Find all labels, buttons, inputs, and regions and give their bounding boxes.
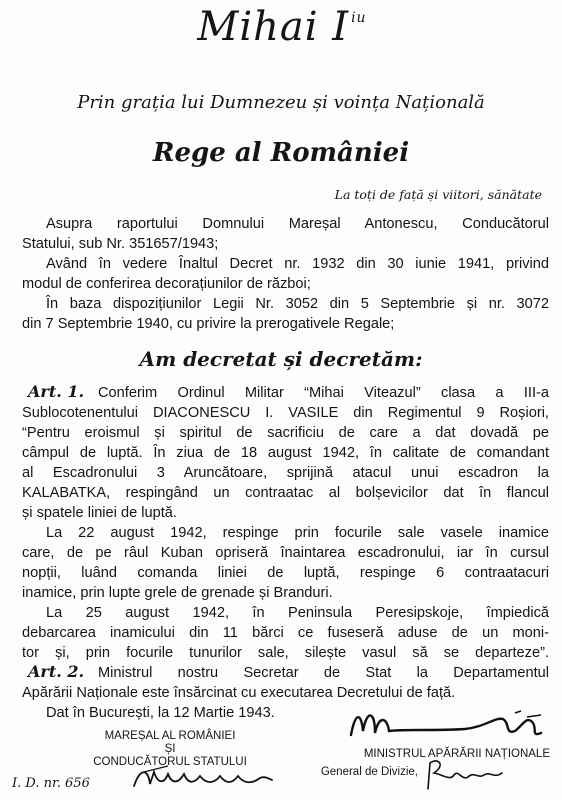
preamble-line: din 7 Septembrie 1940, cu privire la prerogativele Regale; [22,316,395,332]
article-2-label: Art. 2. [28,662,85,681]
minister-title: MINISTRUL APĂRĂRII NAȚIONALE [363,748,550,760]
document-title: Mihai I $^{iu}$ [197,4,367,50]
article-1-line: și spatele liniei de luptă. [22,505,177,521]
preamble-line: modul de conferirea decorațiunilor de război; [22,276,311,292]
article-2-line: Ministrul nostru Secretar de Stat la Departamentul [98,665,549,681]
greeting: La toți de față și viitori, sănătate [334,187,542,202]
article-1-line: Conferim Ordinul Militar “Mihai Viteazul” clasa a III-a [98,385,549,401]
minister-rank: General de Divizie, [320,766,418,778]
article-1-line: nopții, luând comanda liniei de luptă, respinge 6 contraatacuri [22,565,549,581]
article-1-label: Art. 1. [28,382,85,401]
preamble-line: Statului, sub Nr. 351657/1943; [22,236,219,252]
article-1-line: La 22 august 1942, respinge prin focurile sale vasele inamice [46,525,549,541]
article-2-line: Dat în București, la 12 Martie 1943. [46,705,275,721]
antonescu-signature [128,762,278,794]
id-number: I. D. nr. 656 [12,776,90,791]
preamble-line: Asupra raportului Domnului Mareșal Antonescu, Conducătorul [46,216,549,232]
marshal-title-line: MAREȘAL AL ROMÂNIEI [104,730,236,742]
minister-signature [420,755,510,795]
article-1-line: La 25 august 1942, în Peninsula Peresipskoje, împiedică [46,605,549,621]
royal-signature [345,705,550,747]
article-1-line: debarcarea inamicului din 11 bărci ce fuseseră aduse de un moni- [22,625,549,641]
article-1-line: câmpul de luptă. În ziua de 18 august 1942, în calitate de comandant [22,445,549,461]
article-1-line: Sublocotenentului DIACONESCU I. VASILE din Regimentul 9 Roșiori, [22,405,549,421]
article-1-line: “Pentru eroismul și spiritul de sacrificiu de care a dat dovadă pe [22,425,549,441]
article-1-line: inamice, prin lupte grele de grenade și Branduri. [22,585,333,601]
article-1-line: KALABATKA, respingând un contraatac al bolșevicilor dat în flancul [22,485,549,501]
preamble-line: În baza dispozițiunilor Legii Nr. 3052 din 5 Septembrie și nr. 3072 [46,296,549,312]
grace-formula: Prin grația lui Dumnezeu și voința Națională [77,92,485,113]
article-1-line: care, de pe râul Kuban opriseră înaintarea escadronului, iar în cursul [22,545,549,561]
article-1-line: tor și, prin focurile tunurilor sale, silește vasul să se departeze”. [22,645,549,661]
marshal-title-line: CONDUCĂTORUL STATULUI [93,756,247,768]
preamble-line: Având în vedere Înaltul Decret nr. 1932 din 30 iunie 1941, privind [46,256,549,272]
decree-heading: Am decretat și decretăm: [139,347,423,371]
marshal-title-line: ȘI [164,743,176,755]
article-1-line: al Escadronului 3 Aruncătoare, sprijină atacul unui escadron la [22,465,549,481]
king-title: Rege al României [152,138,410,168]
article-2-line: Apărării Naționale este însărcinat cu executarea Decretului de față. [22,685,456,701]
